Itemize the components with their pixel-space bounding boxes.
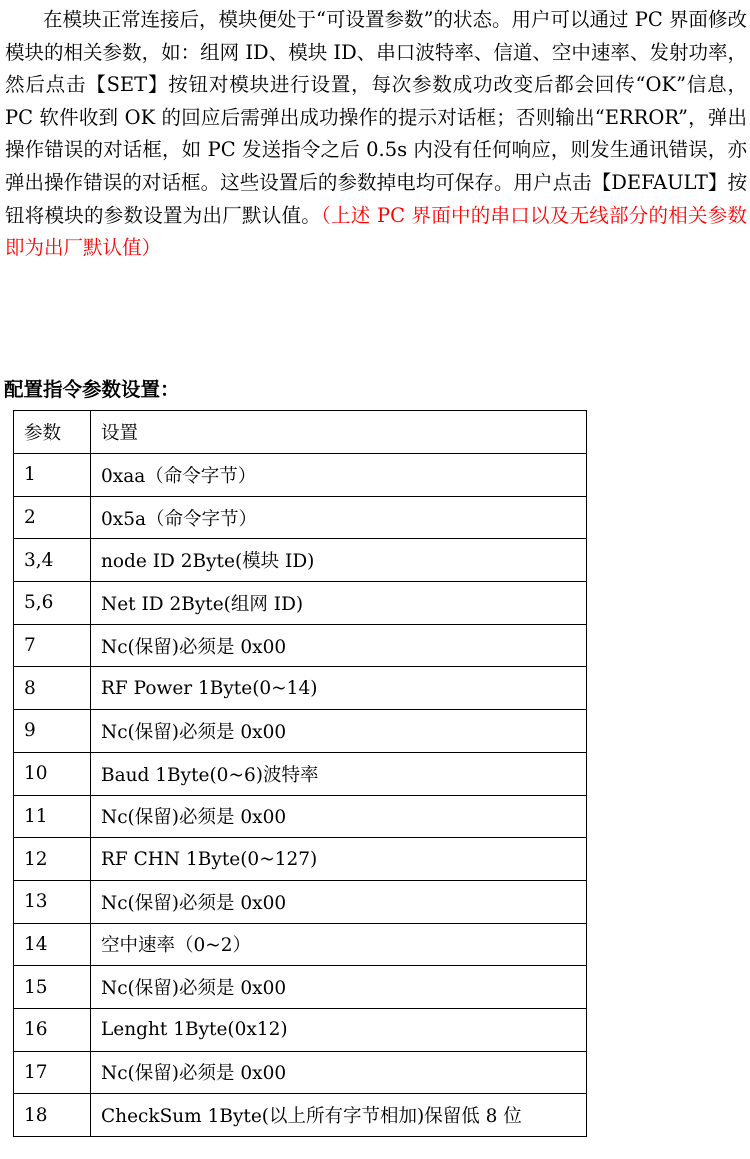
setting-cell: CheckSum 1Byte(以上所有字节相加)保留低 8 位 bbox=[91, 1094, 587, 1137]
table-row bbox=[14, 667, 587, 710]
param-cell: 12 bbox=[14, 838, 91, 881]
table-row bbox=[14, 1008, 587, 1051]
setting-cell: Nc(保留)必须是 0x00 bbox=[91, 624, 587, 667]
table-row bbox=[14, 582, 587, 625]
table-row bbox=[14, 752, 587, 795]
setting-cell: RF Power 1Byte(0~14) bbox=[91, 667, 587, 710]
param-cell: 14 bbox=[14, 923, 91, 966]
setting-cell: Nc(保留)必须是 0x00 bbox=[91, 710, 587, 753]
table-row bbox=[14, 923, 587, 966]
table-row bbox=[14, 454, 587, 497]
setting-cell: 0x5a（命令字节） bbox=[91, 496, 587, 539]
intro-text: 在模块正常连接后，模块便处于“可设置参数”的状态。用户可以通过 PC 界面修改模块的相关参数，如：组网 ID、模块 ID、串口波特率、信道、空中速率、发射功率，然后点击【SET】按钮对模块进行设置，每次参数成功改变后都会回传“OK”信息，PC 软件收到 OK 的回应后需弹出成功操作的提示对话框；否则输出“ERROR”，弹出操作错误的对话框，如 PC 发送指令之后 0.5s 内没有任何响应，则发生通讯错误，亦弹出操作错误的对话框。这些设置后的参数掉电均可保存。用户点击【DEFAULT】按钮将模块的参数设置为出厂默认值。 bbox=[5, 8, 747, 227]
setting-cell: Baud 1Byte(0~6)波特率 bbox=[91, 752, 587, 795]
setting-cell: Net ID 2Byte(组网 ID) bbox=[91, 582, 587, 625]
setting-cell: 空中速率（0~2） bbox=[91, 923, 587, 966]
param-cell: 18 bbox=[14, 1094, 91, 1137]
table-row bbox=[14, 1051, 587, 1094]
config-params-table bbox=[13, 410, 587, 1137]
param-cell: 10 bbox=[14, 752, 91, 795]
setting-cell: node ID 2Byte(模块 ID) bbox=[91, 539, 587, 582]
table-row bbox=[14, 880, 587, 923]
setting-cell: Nc(保留)必须是 0x00 bbox=[91, 1051, 587, 1094]
param-cell: 13 bbox=[14, 880, 91, 923]
param-cell: 8 bbox=[14, 667, 91, 710]
table-row bbox=[14, 624, 587, 667]
setting-cell: Lenght 1Byte(0x12) bbox=[91, 1008, 587, 1051]
table-row bbox=[14, 496, 587, 539]
param-cell: 5,6 bbox=[14, 582, 91, 625]
param-cell: 3,4 bbox=[14, 539, 91, 582]
table-row bbox=[14, 838, 587, 881]
param-cell: 2 bbox=[14, 496, 91, 539]
table-row bbox=[14, 966, 587, 1009]
intro-note-red: （上述 PC 界面中的串口以及无线部分的相关参数即为出厂默认值） bbox=[5, 203, 747, 260]
param-cell: 11 bbox=[14, 795, 91, 838]
setting-cell: Nc(保留)必须是 0x00 bbox=[91, 795, 587, 838]
param-cell: 15 bbox=[14, 966, 91, 1009]
section-title: 配置指令参数设置： bbox=[4, 378, 180, 401]
table-header-row bbox=[14, 411, 587, 454]
setting-cell: Nc(保留)必须是 0x00 bbox=[91, 966, 587, 1009]
intro-paragraph bbox=[5, 4, 747, 265]
param-cell: 16 bbox=[14, 1008, 91, 1051]
setting-cell: Nc(保留)必须是 0x00 bbox=[91, 880, 587, 923]
setting-cell: 0xaa（命令字节） bbox=[91, 454, 587, 497]
table-row bbox=[14, 1094, 587, 1137]
table-row bbox=[14, 539, 587, 582]
table-row bbox=[14, 795, 587, 838]
param-cell: 7 bbox=[14, 624, 91, 667]
header-param: 参数 bbox=[14, 411, 91, 454]
setting-cell: RF CHN 1Byte(0~127) bbox=[91, 838, 587, 881]
param-cell: 1 bbox=[14, 454, 91, 497]
param-cell: 17 bbox=[14, 1051, 91, 1094]
table-row bbox=[14, 710, 587, 753]
header-setting: 设置 bbox=[91, 411, 587, 454]
param-cell: 9 bbox=[14, 710, 91, 753]
